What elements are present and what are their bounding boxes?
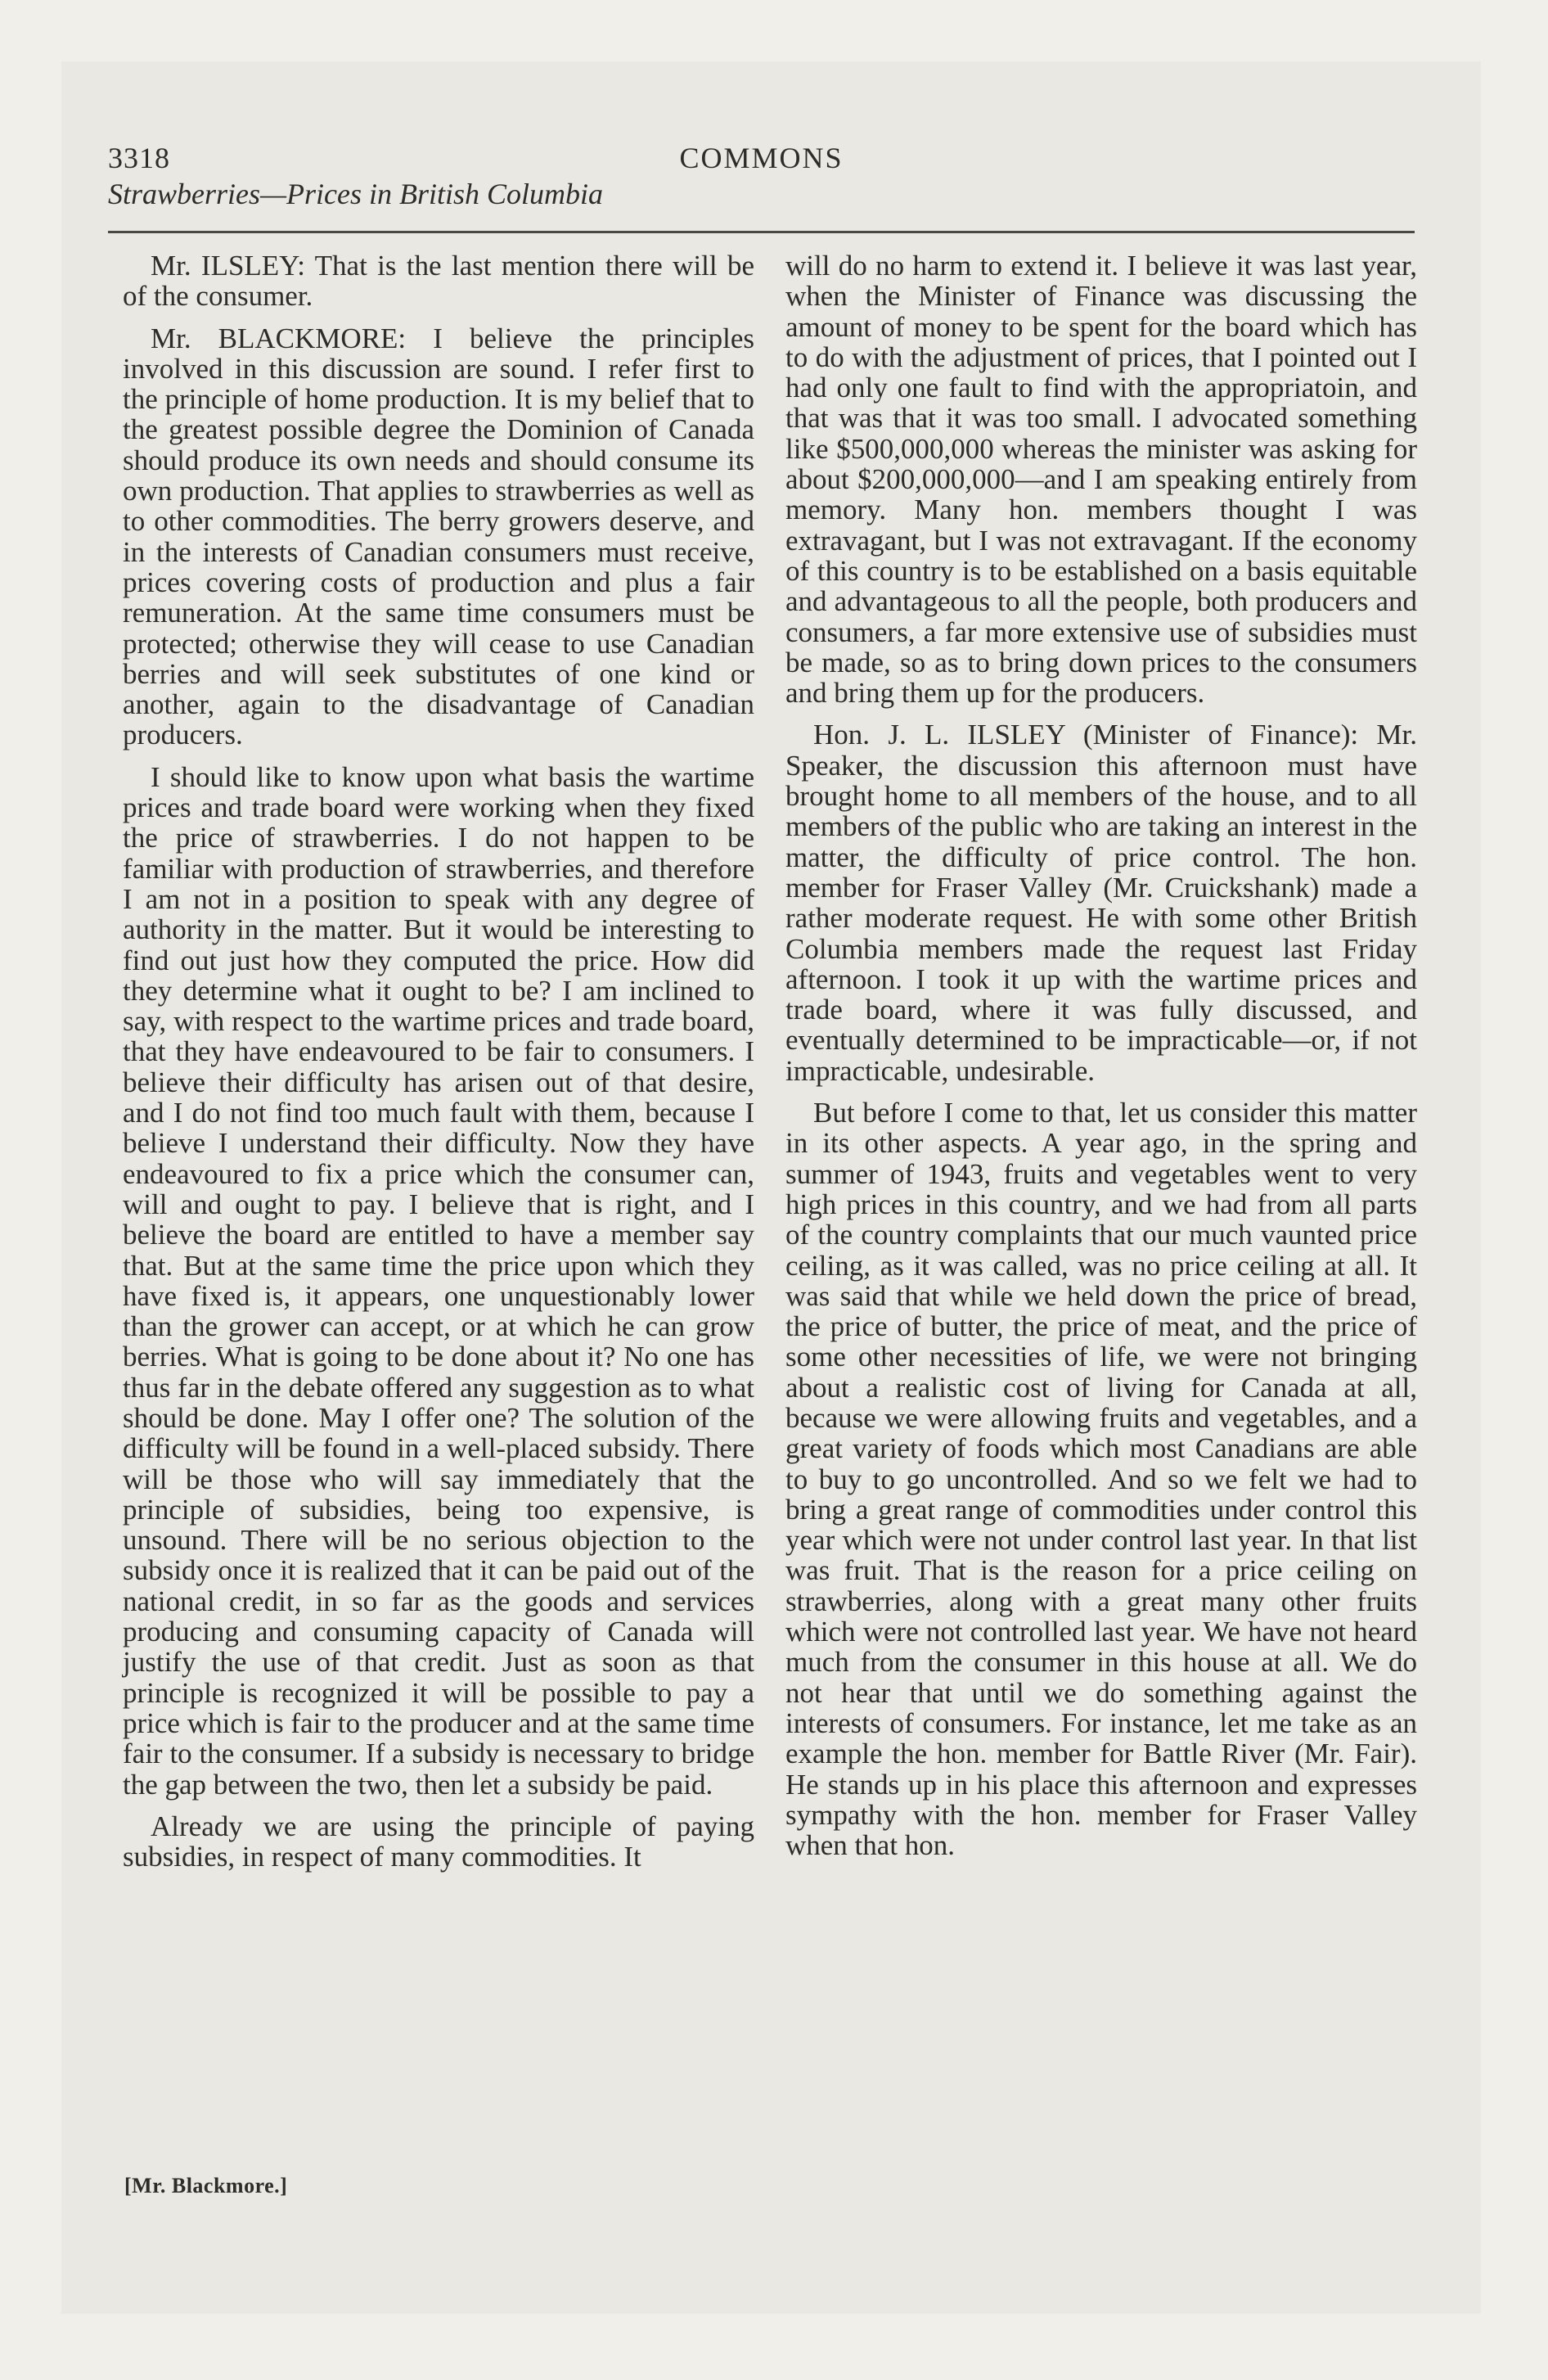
paragraph: But before I come to that, let us consider this matter in its other aspects. A year ago, in the spring and summer of 1943, fruits and vegetables went to very high prices in this country, and we had from all parts of the country complaints that our much vaunted price ceiling, as it was called, was no price ceiling at all. It was said that while we held down the price of bread, the price of butter, the price of meat, and the price of some other necessities of life, we were not bringing about a realistic cost of living for Canada at all, because we were allowing fruits and vegetables, and a great variety of foods which most Canadians are able to buy to go uncontrolled. And so we felt we had to bring a great range of commodities under control this year which were not under control last year. In that list was fruit. That is the reason for a price ceiling on strawberries, along with a great many other fruits which were not controlled last year. We have not heard much from the consumer in this house at all. We do not hear that until we do something against the interests of consumers. For instance, let me take as an example the hon. member for Battle River (Mr. Fair). He stands up in his place this afternoon and expresses sympathy with the hon. member for Fraser Valley when that hon.: [785, 1097, 1417, 1862]
left-column: [123, 250, 754, 1883]
paragraph: Already we are using the principle of paying subsidies, in respect of many commodities. It: [123, 1810, 754, 1873]
page-header: [108, 141, 1415, 231]
paragraph-continuation: will do no harm to extend it. I believe it was last year, when the Minister of Finance was discussing the amount of money to be spent for the board which has to do with the adjustment of prices, that I pointed out I had only one fault to find with the appropriatoin, and that was that it was too small. I advocated something like $500,000,000 whereas the minister was asking for about $200,000,000—and I am speaking entirely from memory. Many hon. members thought I was extravagant, but I was not extravagant. If the economy of this country is to be established on a basis equitable and advantageous to all the people, both producers and consumers, a far more extensive use of subsidies must be made, so as to bring down prices to the consumers and bring them up for the producers.: [785, 250, 1417, 710]
subject-heading: Strawberries—Prices in British Columbia: [108, 178, 604, 210]
right-column: [785, 250, 1417, 1872]
speaker-attribution: [Mr. Blackmore.]: [124, 2174, 288, 2197]
paragraph: Mr. ILSLEY: That is the last mention there will be of the consumer.: [123, 250, 754, 313]
page-number: 3318: [108, 142, 170, 174]
paragraph: Mr. BLACKMORE: I believe the principles involved in this discussion are sound. I refer first to the principle of home production. It is my belief that to the greatest possible degree the Dominion of Canada should produce its own needs and should consume its own production. That applies to strawberries as well as to other commodities. The berry growers deserve, and in the interests of Canadian consumers must receive, prices covering costs of production and plus a fair remuneration. At the same time consumers must be protected; otherwise they will cease to use Canadian berries and will seek substitutes of one kind or another, again to the disadvantage of Canadian producers.: [123, 322, 754, 751]
section-title: COMMONS: [679, 142, 844, 174]
header-rule: [108, 231, 1415, 233]
paragraph: Hon. J. L. ILSLEY (Minister of Finance): Mr. Speaker, the discussion this afternoon must have brought home to all members of the house, and to all members of the public who are taking an interest in the matter, the difficulty of price control. The hon. member for Fraser Valley (Mr. Cruickshank) made a rather moderate request. He with some other British Columbia members made the request last Friday afternoon. I took it up with the wartime prices and trade board, where it was fully discussed, and eventually determined to be impracticable—or, if not impracticable, undesirable.: [785, 719, 1417, 1087]
paragraph: I should like to know upon what basis the wartime prices and trade board were working when they fixed the price of strawberries. I do not happen to be familiar with production of strawberries, and therefore I am not in a position to speak with any degree of authority in the matter. But it would be interesting to find out just how they computed the price. How did they determine what it ought to be? I am inclined to say, with respect to the wartime prices and trade board, that they have endeavoured to be fair to consumers. I believe their difficulty has arisen out of that desire, and I do not find too much fault with them, because I believe I understand their difficulty. Now they have endeavoured to fix a price which the consumer can, will and ought to pay. I believe that is right, and I believe the board are entitled to have a member say that. But at the same time the price upon which they have fixed is, it appears, one unquestionably lower than the grower can accept, or at which he can grow berries. What is going to be done about it? No one has thus far in the debate offered any suggestion as to what should be done. May I offer one? The solution of the difficulty will be found in a well-placed subsidy. There will be those who will say immediately that the principle of subsidies, being too expensive, is unsound. There will be no serious objection to the subsidy once it is realized that it can be paid out of the national credit, in so far as the goods and services producing and consuming capacity of Canada will justify the use of that credit. Just as soon as that principle is recognized it will be possible to pay a price which is fair to the producer and at the same time fair to the consumer. If a subsidy is necessary to bridge the gap between the two, then let a subsidy be paid.: [123, 760, 754, 1801]
